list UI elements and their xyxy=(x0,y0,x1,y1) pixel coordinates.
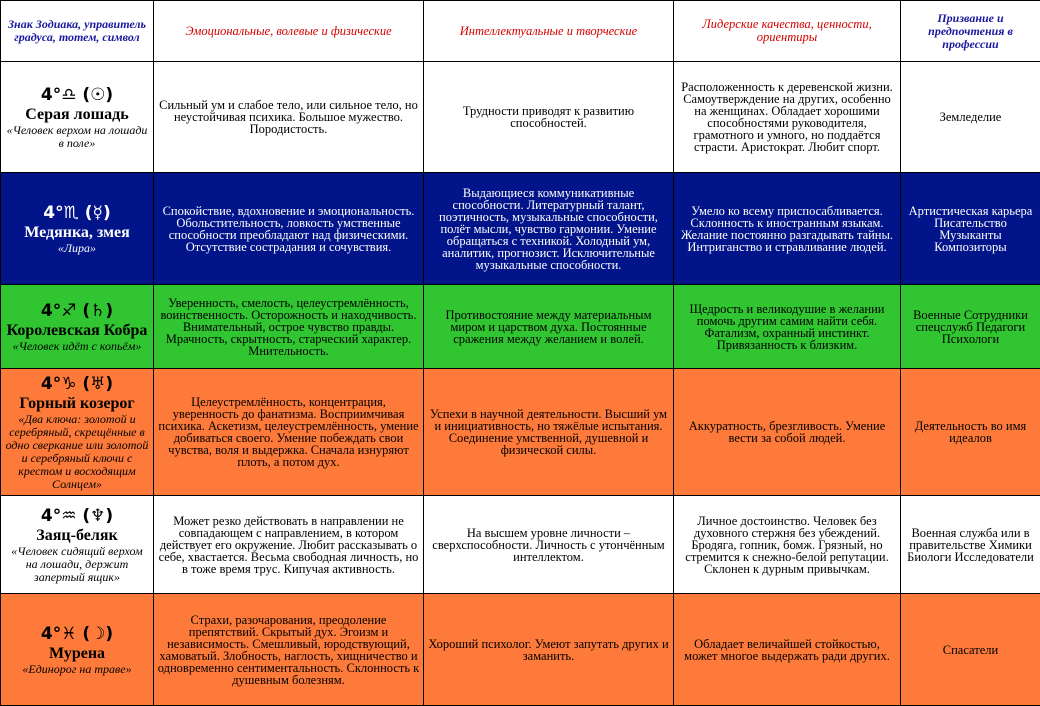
intellect-cell: Противостояние между материальным миром и царством духа. Постоянные сражения между желанием и волей. xyxy=(424,285,674,369)
sign-cell xyxy=(1,594,154,706)
zodiac-symbol: 4°♐ (♄) xyxy=(4,300,150,322)
totem-name: Заяц-беляк xyxy=(4,527,150,545)
table-row xyxy=(1,62,1040,173)
header-row xyxy=(1,1,1040,62)
totem-name: Медянка, змея xyxy=(4,224,150,242)
intellect-cell: Успехи в научной деятельности. Высший ум и инициативность, но тяжёлые испытания. Соединение умственной, душевной и физической силы. xyxy=(424,369,674,496)
intellect-cell: На высшем уровне личности – сверхспособности. Личность с утончённым интеллектом. xyxy=(424,496,674,594)
symbol-motto: «Человек верхом на лошади в поле» xyxy=(4,124,150,150)
zodiac-symbol: 4°♏ (☿) xyxy=(4,202,150,224)
emotional-cell: Уверенность, смелость, целеустремлённость, воинственность. Осторожность и находчивость. Внимательный, острое чувство правды. Мрачность, скрытность, старческий характер. Мнительность. xyxy=(154,285,424,369)
table-row xyxy=(1,496,1040,594)
table-row xyxy=(1,173,1040,285)
zodiac-symbol: 4°♓ (☽) xyxy=(4,623,150,645)
emotional-cell: Может резко действовать в направлении не совпадающем с направлением, в котором действует его окружение. Любит рассказывать о себе, хвастается. Весьма свободная личность, но в тоже время трус. Кипучая активность. xyxy=(154,496,424,594)
totem-name: Горный козерог xyxy=(4,395,150,413)
sign-cell xyxy=(1,62,154,173)
leader-cell: Щедрость и великодушие в желании помочь другим самим найти себя. Фатализм, охранный инстинкт. Привязанность к близким. xyxy=(674,285,901,369)
totem-name: Серая лошадь xyxy=(4,106,150,124)
symbol-motto: «Человек идёт с копьём» xyxy=(4,340,150,353)
intellect-cell: Хороший психолог. Умеют запутать других и заманить. xyxy=(424,594,674,706)
calling-cell: Военная служба или в правительстве Химики Биологи Исследователи xyxy=(901,496,1040,594)
emotional-cell: Страхи, разочарования, преодоление препятствий. Скрытый дух. Эгоизм и независимость. Смешливый, юродствующий, хамоватый. Злобность, наглость, хищничество и одновременно сентиментальность. Склонность к душевным болезням. xyxy=(154,594,424,706)
leader-cell: Аккуратность, брезгливость. Умение вести за собой людей. xyxy=(674,369,901,496)
symbol-motto: «Человек сидящий верхом на лошади, держит запертый ящик» xyxy=(4,545,150,584)
zodiac-symbol: 4°♒ (♆) xyxy=(4,505,150,527)
totem-name: Королевская Кобра xyxy=(4,322,150,340)
totem-name: Мурена xyxy=(4,645,150,663)
header-emotional: Эмоциональные, волевые и физические xyxy=(154,1,424,62)
symbol-motto: «Два ключа: золотой и серебряный, скрещённые в одно сверкание или золотой и серебряный ключи с крестом и восходящим Солнцем» xyxy=(4,413,150,491)
emotional-cell: Целеустремлённость, концентрация, уверенность до фанатизма. Восприимчивая психика. Аскетизм, целеустремлённость, умение добиваться своего. Умение побеждать свои чувства, воля и выдержка. Сначала изнуряют плоть, а потом дух. xyxy=(154,369,424,496)
table-row xyxy=(1,369,1040,496)
zodiac-symbol: 4°♑ (♅) xyxy=(4,373,150,395)
leader-cell: Умело ко всему приспосабливается. Склонность к иностранным языкам. Желание постоянно разгадывать тайны. Интриганство и стравливание людей. xyxy=(674,173,901,285)
intellect-cell: Выдающиеся коммуникативные способности. Литературный талант, поэтичность, музыкальные способности, полёт мысли, чувство гармонии. Умение обращаться с техникой. Холодный ум, аналитик, прогнозист. Исключительные музыкальные способности. xyxy=(424,173,674,285)
header-calling: Призвание и предпочтения в профессии xyxy=(901,1,1040,62)
leader-cell: Обладает величайшей стойкостью, может многое выдержать ради других. xyxy=(674,594,901,706)
emotional-cell: Спокойствие, вдохновение и эмоциональность. Обольстительность, ловкость умственные способности преобладают над физическими. Отсутствие сострадания и сочувствия. xyxy=(154,173,424,285)
leader-cell: Личное достоинство. Человек без духовного стержня без убеждений. Бродяга, гопник, бомж. Грязный, но стремится к снежно-белой репутации. Склонен к дурным привычкам. xyxy=(674,496,901,594)
leader-cell: Расположенность к деревенской жизни. Самоутверждение на других, особенно на женщинах. Обладает хорошими способностями руководителя, грамотного и умного, но поддаётся страсти. Аристократ. Любит спорт. xyxy=(674,62,901,173)
calling-cell: Земледелие xyxy=(901,62,1040,173)
sign-cell xyxy=(1,173,154,285)
header-leader: Лидерские качества, ценности, ориентиры xyxy=(674,1,901,62)
calling-cell: Спасатели xyxy=(901,594,1040,706)
calling-cell: Деятельность во имя идеалов xyxy=(901,369,1040,496)
table-row xyxy=(1,594,1040,706)
sign-cell xyxy=(1,369,154,496)
calling-cell: Артистическая карьера Писательство Музыканты Композиторы xyxy=(901,173,1040,285)
header-intellect: Интеллектуальные и творческие xyxy=(424,1,674,62)
zodiac-symbol: 4°♎ (☉) xyxy=(4,84,150,106)
calling-cell: Военные Сотрудники спецслужб Педагоги Психологи xyxy=(901,285,1040,369)
symbol-motto: «Лира» xyxy=(4,242,150,255)
table-row xyxy=(1,285,1040,369)
symbol-motto: «Единорог на траве» xyxy=(4,663,150,676)
emotional-cell: Сильный ум и слабое тело, или сильное тело, но неустойчивая психика. Большое мужество. Породистость. xyxy=(154,62,424,173)
header-sign: Знак Зодиака, управитель градуса, тотем, символ xyxy=(1,1,154,62)
sign-cell xyxy=(1,285,154,369)
intellect-cell: Трудности приводят к развитию способностей. xyxy=(424,62,674,173)
sign-cell xyxy=(1,496,154,594)
